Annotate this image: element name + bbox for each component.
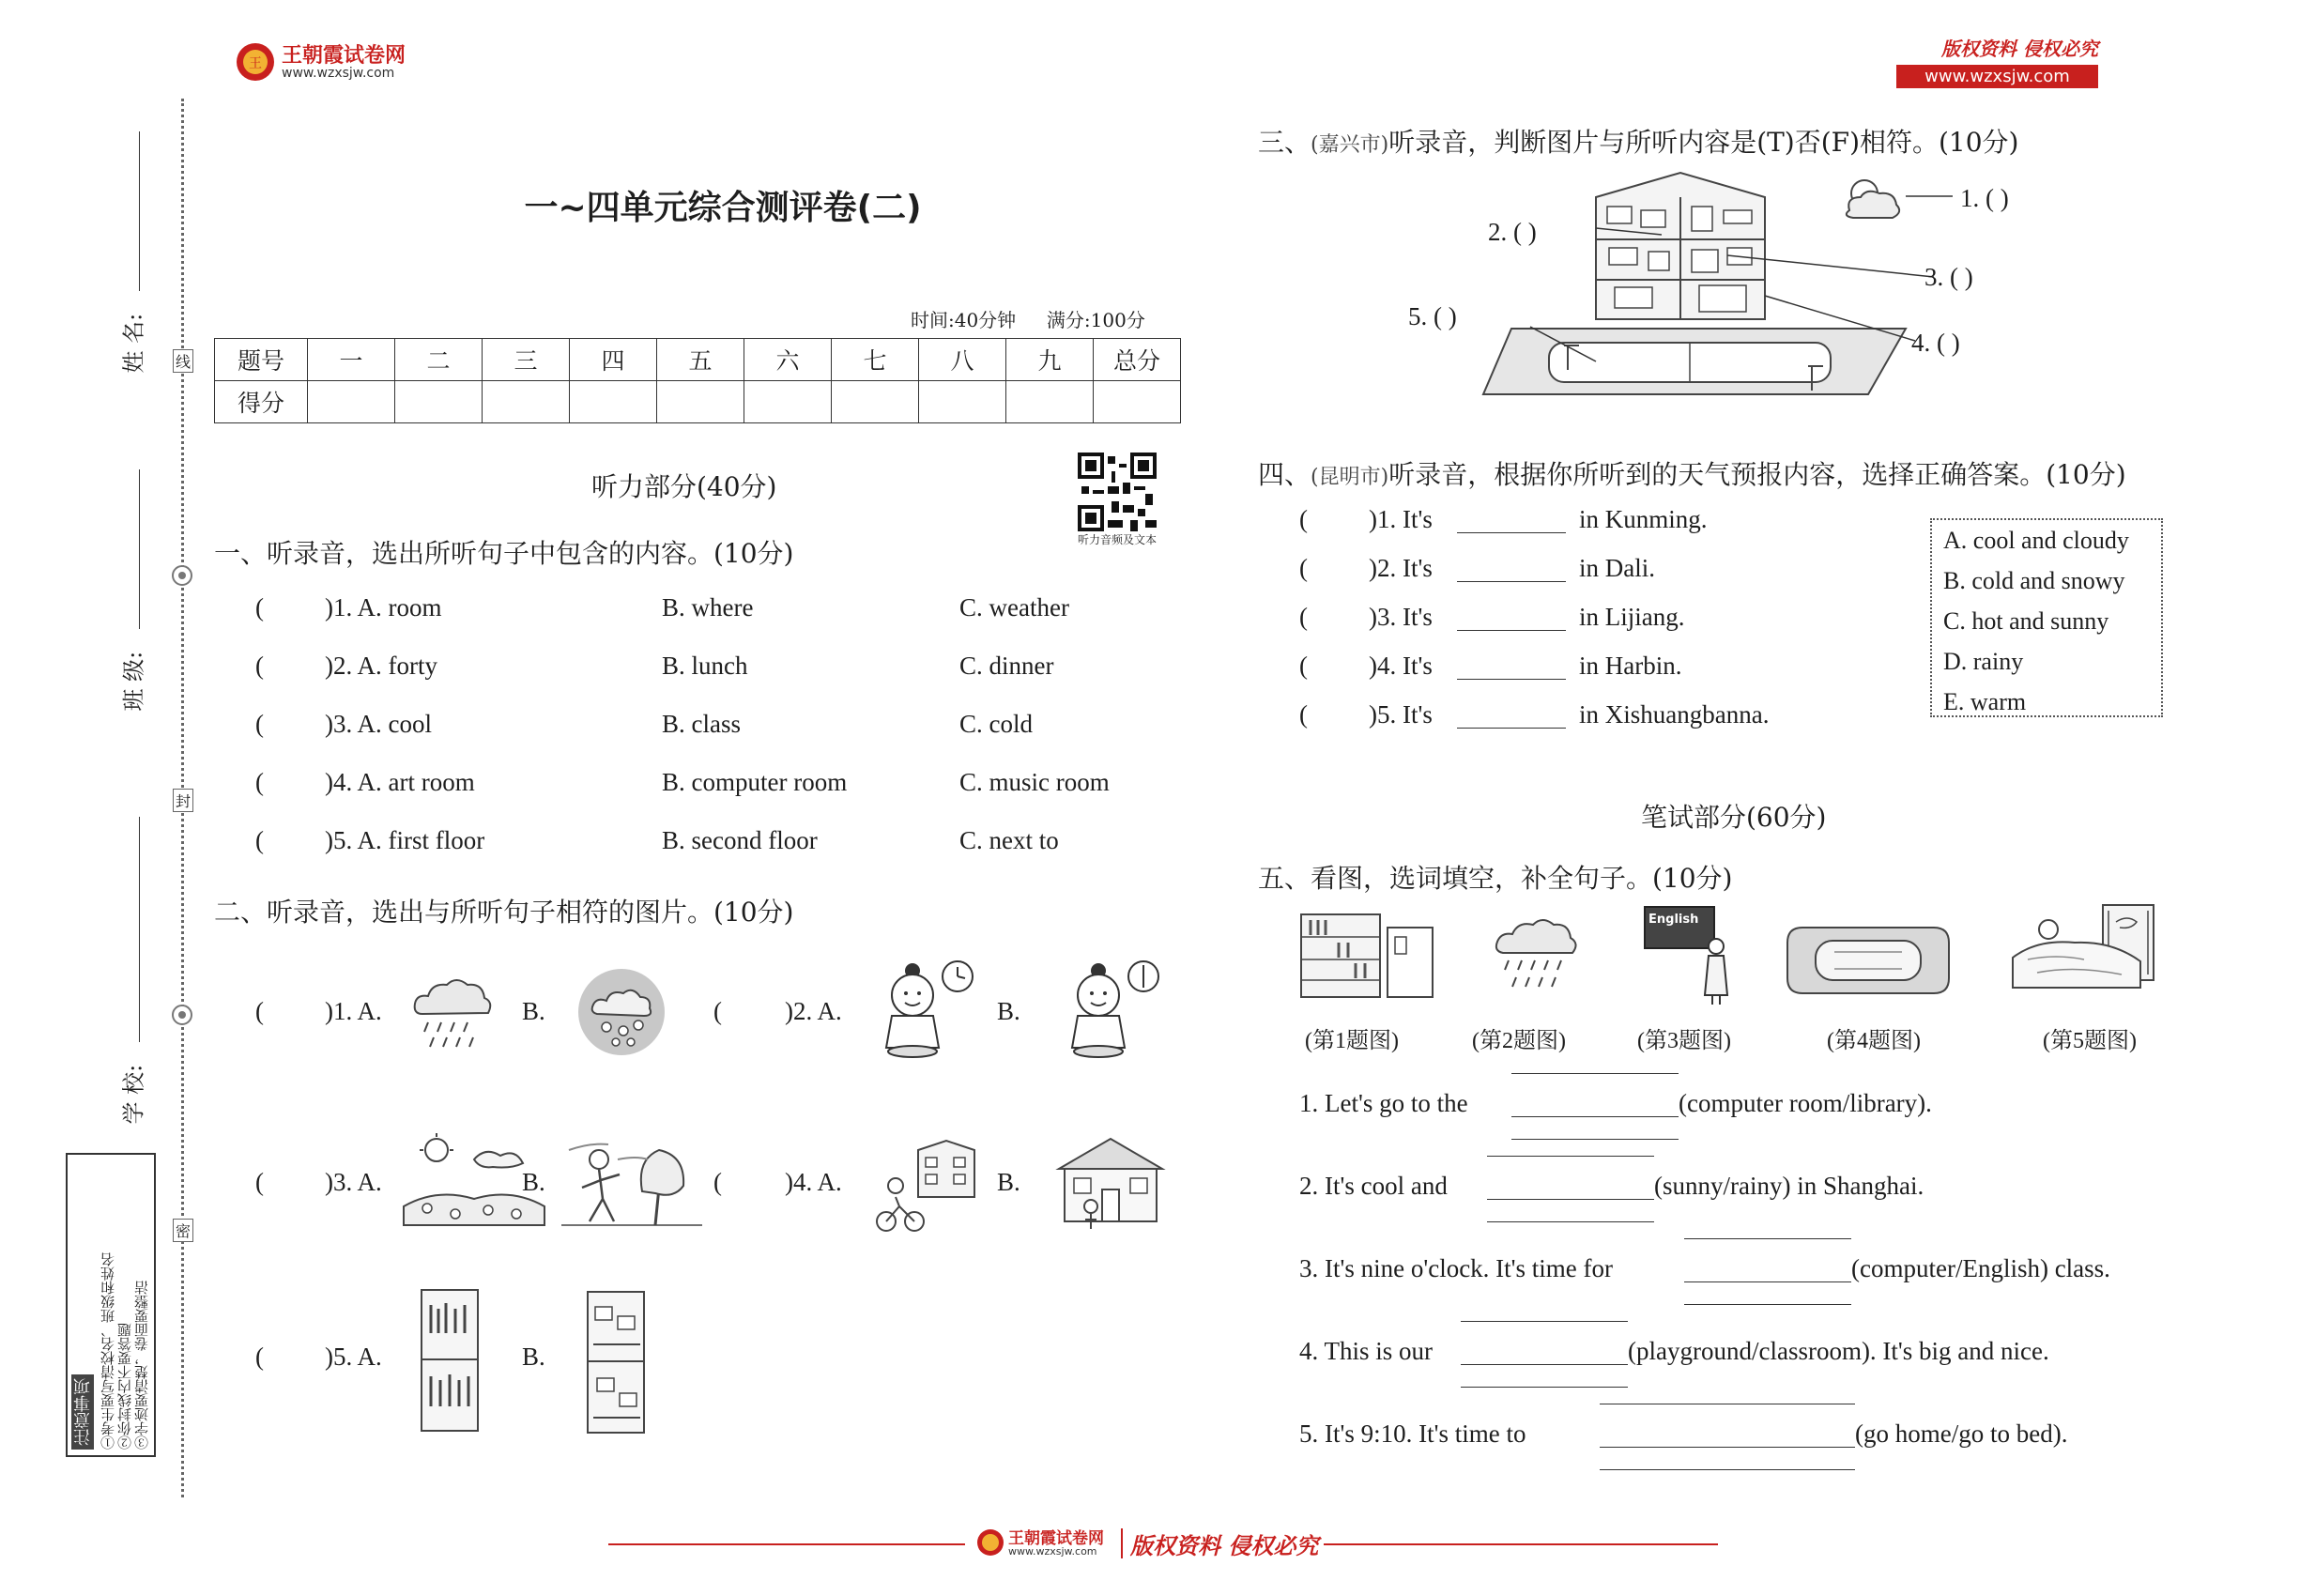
s1-item-3 [255,710,1175,747]
s5-sentence-1 [1299,1089,2069,1145]
s5-sentence-pre: 1. Let's go to the [1299,1089,1468,1117]
s5-guide-line [1684,1303,1851,1305]
s4-option: B. cold and snowy [1943,567,2125,594]
s5-sentence-post: (playground/classroom). It's big and nice. [1628,1337,2049,1365]
exam-time: 时间:40分钟 [911,309,1017,331]
s5-guide-line [1684,1237,1851,1239]
option-a: )2. A. forty [325,652,437,680]
class-label: 班 级: [120,651,147,712]
s5-sentence-4 [1299,1337,2163,1393]
s5-answer-blank[interactable] [1511,1115,1679,1117]
qr-code[interactable] [1078,453,1157,531]
s3-label-1[interactable]: 1. ( ) [1960,184,2009,212]
s3-region-tag: (嘉兴市) [1311,133,1389,157]
s2-q4-b-label: B. [997,1168,1020,1196]
rain-cloud-icon [1488,906,1582,1000]
option-b: B. second floor [662,826,818,854]
s5-guide-line [1600,1403,1855,1404]
score-header-cell: 七 [832,339,919,381]
school-line [139,817,140,1042]
s5-guide-line [1511,1072,1679,1074]
option-a: )1. A. room [325,593,442,622]
binding-hole-icon [170,563,194,588]
girl-in-bed-icon [2000,901,2159,1005]
s4-item-5 [1299,700,1825,738]
page-title: 一~四单元综合测评卷(二) [524,189,922,227]
option-c: C. music room [959,768,1110,796]
s5-caption-2: (第2题图) [1472,1029,1566,1053]
s4-option: C. hot and sunny [1943,607,2109,635]
copyright-url: www.wzxsjw.com [1896,65,2098,88]
score-table-score-row [215,381,1181,423]
answer-paren[interactable]: ( [255,826,264,854]
rain-cloud-icon [404,962,498,1056]
score-cell[interactable] [919,381,1006,423]
answer-paren[interactable]: ( [255,652,264,680]
footer-copyright: 版权资料 侵权必究 [1130,1532,1319,1559]
s3-label-2[interactable]: 2. ( ) [1488,218,1537,246]
s4-item-place: in Dali. [1579,554,1655,582]
s4-item-place: in Kunming. [1579,505,1708,533]
score-cell[interactable] [395,381,483,423]
brand-copyright [1896,34,2098,90]
s4-item-place: in Harbin. [1579,652,1682,680]
section-2-title: 二、听录音，选出与所听句子相符的图片。(10分) [214,897,794,928]
s4-item-place: in Lijiang. [1579,603,1685,631]
s5-guide-line [1511,1138,1679,1140]
notice-item: ①考生要写清校名、班级和姓名 [100,1252,116,1450]
s3-title-pre: 三、 [1258,127,1311,158]
option-b: B. lunch [662,652,748,680]
s5-sentence-post: (sunny/rainy) in Shanghai. [1654,1172,1924,1200]
s4-item-lead: )5. It's [1369,700,1433,729]
score-cell[interactable] [744,381,832,423]
section-1-title: 一、听录音，选出所听句子中包含的内容。(10分) [214,538,794,569]
s3-label-4[interactable]: 4. ( ) [1911,329,1960,357]
s5-sentence-3 [1299,1254,2163,1311]
s2-q2-paren[interactable]: ( [713,997,722,1025]
notice-title: 注意事项 [71,1374,94,1450]
s5-sentence-post: (computer/English) class. [1851,1254,2110,1282]
score-cell[interactable] [308,381,395,423]
s4-item-1 [1299,505,1825,543]
option-a: )5. A. first floor [325,826,485,854]
answer-paren[interactable]: ( [255,710,264,738]
brand-logo-text: 王朝霞试卷网 [282,44,406,68]
s5-answer-blank[interactable] [1684,1281,1851,1282]
s5-caption-5: (第5题图) [2043,1029,2137,1053]
score-table-header-row [215,339,1181,381]
s5-guide-line [1461,1320,1628,1322]
s4-item-lead: )1. It's [1369,505,1433,533]
option-a: )4. A. art room [325,768,475,796]
s4-blank[interactable] [1457,531,1566,533]
s5-sentence-pre: 2. It's cool and [1299,1172,1448,1200]
score-header-cell: 二 [395,339,483,381]
section-5-title: 五、看图，选词填空，补全句子。(10分) [1258,863,1733,894]
brand-logo [235,38,422,88]
score-cell[interactable] [657,381,744,423]
exam-meta [911,305,1145,332]
s2-q3-b-label: B. [522,1168,545,1196]
score-header-cell: 三 [483,339,570,381]
name-field[interactable] [113,131,150,376]
s4-item-lead: )2. It's [1369,554,1433,582]
school-label: 学 校: [120,1064,147,1125]
notice-item: ②你封线内不要答题 [116,1323,133,1450]
answer-paren[interactable]: ( [1299,554,1308,582]
name-label: 姓 名: [120,313,147,374]
binding-hole-icon [170,1003,194,1027]
answer-paren[interactable]: ( [1299,700,1308,729]
qr-code-icon [1078,453,1157,531]
library-bookshelf-icon [418,1286,483,1436]
s4-blank[interactable] [1457,727,1566,729]
class-field[interactable] [113,469,150,714]
s5-guide-line [1461,1386,1628,1388]
s5-caption-4: (第4题图) [1827,1029,1921,1053]
footer-rule-right [1324,1543,1718,1545]
answer-paren[interactable]: ( [255,768,264,796]
option-b: B. class [662,710,741,738]
s2-q3-label: )3. A. [325,1168,382,1196]
computer-room-icon [584,1288,650,1438]
s2-q1-b-label: B. [522,997,545,1025]
writing-header: 笔试部分(60分) [1641,802,1827,833]
s4-item-lead: )3. It's [1369,603,1433,631]
score-cell[interactable] [483,381,570,423]
s5-sentence-5 [1299,1420,2163,1476]
score-cell[interactable] [832,381,919,423]
option-c: C. weather [959,593,1069,622]
exam-full-score: 满分:100分 [1046,309,1145,331]
english-teacher-picture [1641,903,1735,1006]
s2-q4-paren[interactable]: ( [713,1168,722,1196]
brand-emblem-icon [235,41,276,83]
score-header-cell: 八 [919,339,1006,381]
s2-q4-label: )4. A. [785,1168,842,1196]
s2-q5-label: )5. A. [325,1343,382,1371]
score-header-cell: 五 [657,339,744,381]
s2-q5-paren[interactable]: ( [255,1343,264,1371]
score-header-cell: 九 [1006,339,1094,381]
girl-eating-clock-icon [1050,958,1162,1061]
s5-sentence-2 [1299,1172,2069,1228]
s5-caption-3: (第3题图) [1637,1029,1731,1053]
s4-title-pre: 四、 [1258,459,1311,490]
snow-cloud-icon [575,965,668,1059]
option-c: C. next to [959,826,1059,854]
s4-option: E. warm [1943,688,2027,715]
s1-item-2 [255,652,1175,689]
option-c: C. cold [959,710,1033,738]
binding-mark-1: 线 [173,349,193,373]
score-table [214,338,1181,423]
footer-brand [976,1523,1117,1566]
s5-guide-line [1487,1220,1654,1222]
s2-q3-paren[interactable]: ( [255,1168,264,1196]
binding-mark-3: 密 [173,1219,193,1242]
s1-item-1 [255,593,1175,631]
s4-options-box [1930,518,2163,717]
answer-paren[interactable]: ( [1299,505,1308,533]
name-line [139,131,140,291]
binding-mark-2: 封 [173,789,193,812]
s1-item-4 [255,768,1175,806]
score-header-cell: 题号 [215,339,308,381]
s4-blank[interactable] [1457,629,1566,631]
s2-q1-label: )1. A. [325,997,382,1025]
library-icon [1297,909,1438,1003]
board-word: English [1648,913,1699,927]
s4-option: A. cool and cloudy [1943,527,2129,554]
s3-label-3[interactable]: 3. ( ) [1924,263,1973,291]
girl-at-home-icon [1050,1131,1172,1235]
s5-sentence-pre: 4. This is our [1299,1337,1434,1365]
s5-answer-blank[interactable] [1461,1363,1628,1365]
answer-paren[interactable]: ( [1299,652,1308,680]
class-line [139,469,140,629]
option-b: B. where [662,593,754,622]
s1-item-5 [255,826,1175,864]
s4-item-2 [1299,554,1825,591]
score-header-cell: 总分 [1094,339,1181,381]
s5-sentence-pre: 3. It's nine o'clock. It's time for [1299,1254,1614,1282]
s4-item-4 [1299,652,1825,689]
s4-item-place: in Xishuangbanna. [1579,700,1770,729]
score-header-cell: 四 [570,339,657,381]
s5-sentence-pre: 5. It's 9:10. It's time to [1299,1420,1526,1448]
score-header-cell: 六 [744,339,832,381]
s5-guide-line [1487,1155,1654,1157]
s4-item-3 [1299,603,1825,640]
svg-text:王: 王 [249,56,262,71]
footer-logo-url: www.wzxsjw.com [1008,1545,1097,1558]
girl-eating-clock-icon [864,958,976,1061]
notice-box [66,1153,156,1457]
score-cell[interactable] [1094,381,1181,423]
s4-blank[interactable] [1457,678,1566,680]
section-4-title [1258,454,2126,492]
footer-emblem-icon [976,1528,1004,1557]
s4-title-post: 听录音，根据你所听到的天气预报内容，选择正确答案。(10分) [1388,459,2126,490]
section-3-title [1258,122,2018,160]
s5-sentence-post: (computer room/library). [1679,1089,1932,1117]
copyright-text: 版权资料 侵权必究 [1941,38,2098,60]
footer-rule-left [608,1543,965,1545]
option-a: )3. A. cool [325,710,432,738]
playground-track-icon [1784,918,1953,1003]
score-cell[interactable] [570,381,657,423]
brand-logo-url: www.wzxsjw.com [282,66,395,81]
s3-title-post: 听录音，判断图片与所听内容是(T)否(F)相符。(10分) [1388,127,2019,158]
answer-paren[interactable]: ( [1299,603,1308,631]
listening-header: 听力部分(40分) [591,471,777,502]
school-field[interactable] [113,817,150,1127]
s4-option: D. rainy [1943,648,2024,675]
windy-trees-icon [561,1131,702,1235]
s4-region-tag: (昆明市) [1311,466,1389,489]
s4-blank[interactable] [1457,580,1566,582]
s3-label-5[interactable]: 5. ( ) [1408,302,1457,330]
s5-sentence-post: (go home/go to bed). [1855,1420,2068,1448]
answer-paren[interactable]: ( [255,593,264,622]
s2-q5-b-label: B. [522,1343,545,1371]
s5-caption-1: (第1题图) [1305,1029,1399,1053]
footer-divider [1121,1528,1123,1558]
s2-q1-paren[interactable]: ( [255,997,264,1025]
s4-item-lead: )4. It's [1369,652,1433,680]
score-cell[interactable] [1006,381,1094,423]
s5-guide-line [1600,1468,1855,1470]
score-header-cell: 一 [308,339,395,381]
girl-bicycle-school-icon [862,1131,984,1235]
s2-q2-label: )2. A. [785,997,842,1025]
qr-caption: 听力音频及文本 [1077,533,1157,546]
notice-item: ③字迹要清楚，卷面要整洁 [133,1281,150,1450]
s5-answer-blank[interactable] [1487,1198,1654,1200]
footer-logo-text: 王朝霞试卷网 [1008,1529,1104,1548]
s5-answer-blank[interactable] [1600,1446,1855,1448]
s2-q2-b-label: B. [997,997,1020,1025]
score-row-label: 得分 [215,381,308,423]
option-b: B. computer room [662,768,848,796]
option-c: C. dinner [959,652,1054,680]
